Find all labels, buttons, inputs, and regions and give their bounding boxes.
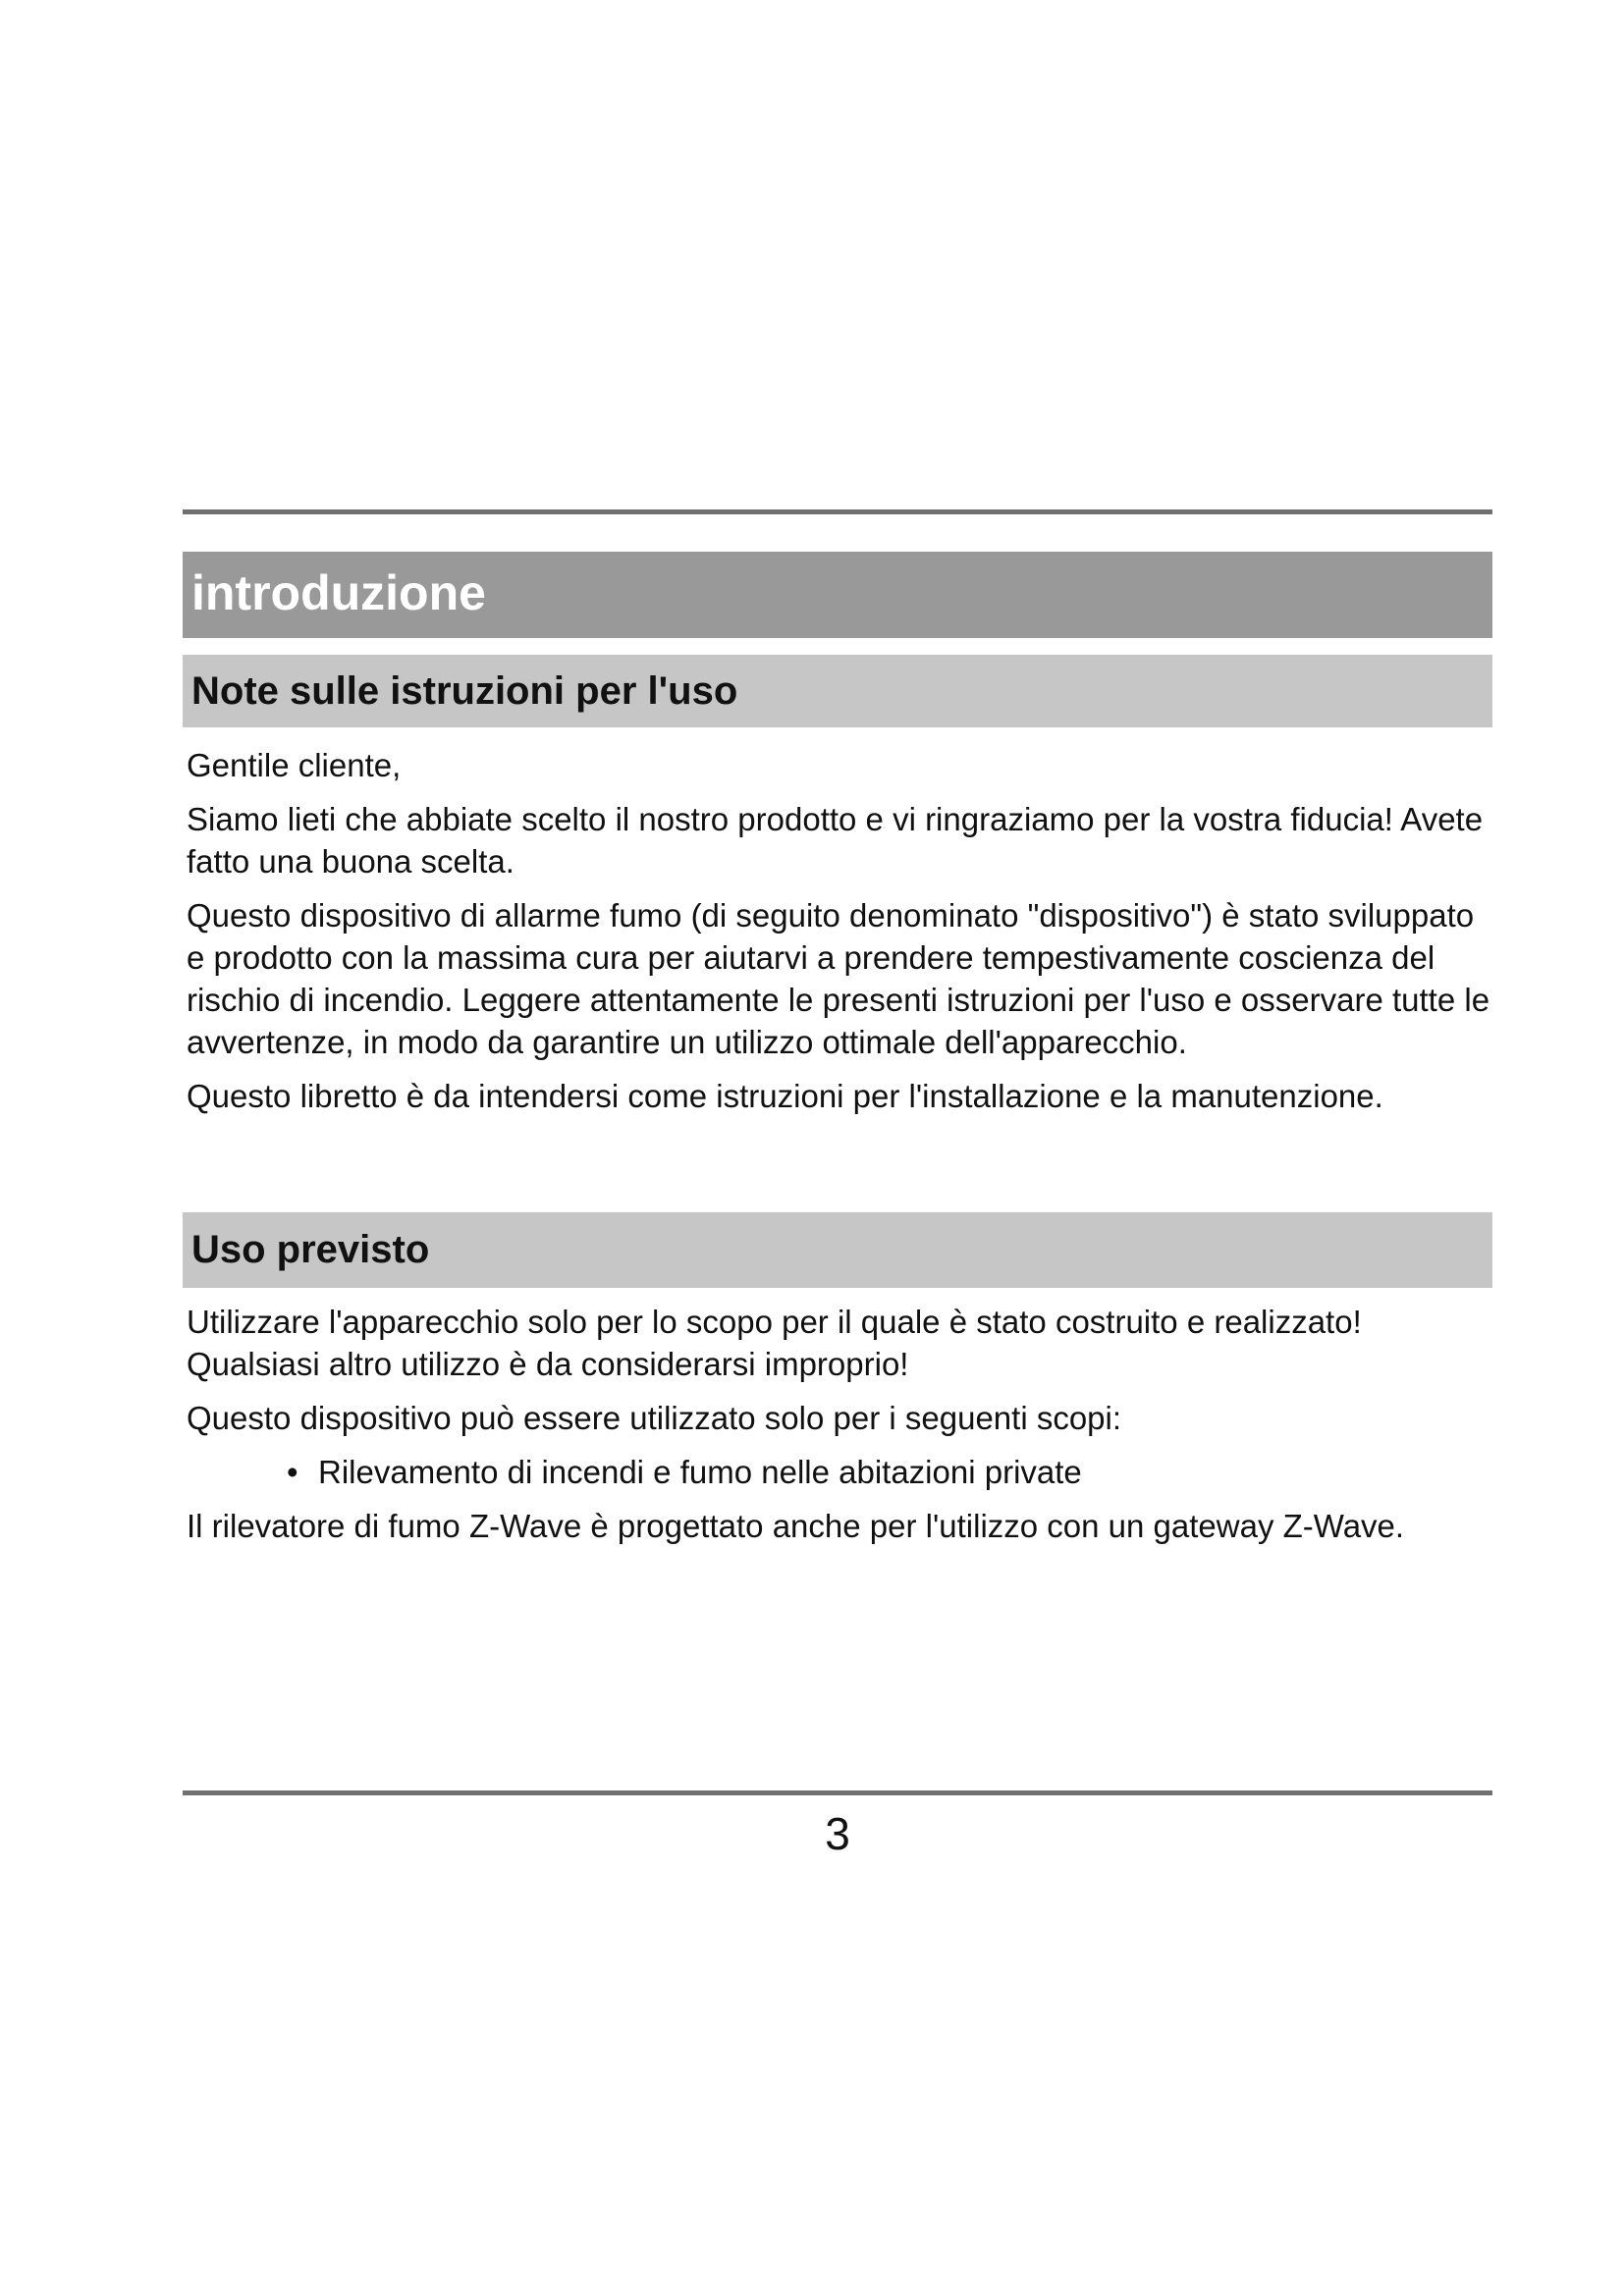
section-body-notes [187, 744, 1492, 1129]
paragraph-zwave-gateway: Il rilevatore di fumo Z-Wave è progettato anche per l'utilizzo con un gateway Z-Wave. [187, 1508, 1405, 1544]
chapter-header [183, 552, 1492, 638]
bottom-rule [183, 1790, 1492, 1795]
paragraph-booklet-purpose: Questo libretto è da intendersi come istruzioni per l'installazione e la manutenzione. [187, 1078, 1383, 1114]
section-title-intended-use: Uso previsto [191, 1228, 430, 1271]
paragraph-thanks: Siamo lieti che abbiate scelto il nostro prodotto e vi ringraziamo per la vostra fiducia! Avete fatto una buona scelta. [187, 801, 1484, 880]
list-item-text: Rilevamento di incendi e fumo nelle abitazioni private [318, 1454, 1082, 1490]
bullet-icon: • [287, 1454, 298, 1490]
section-header-notes [183, 655, 1492, 727]
paragraph-device-description: Questo dispositivo di allarme fumo (di seguito denominato "dispositivo") è stato sviluppato e prodotto con la massima cura per aiutarvi a prendere tempestivamente coscienza del rischio di incendio. Leggere attentamente le presenti istruzioni per l'uso e osservare tutte le avvertenze, in modo da garantire un utilizzo ottimale dell'apparecchio. [187, 897, 1490, 1060]
paragraph-usage-restriction: Utilizzare l'apparecchio solo per lo scopo per il quale è stato costruito e realizzato! Qualsiasi altro utilizzo è da considerarsi improprio! [187, 1304, 1362, 1382]
top-rule [183, 509, 1492, 514]
list-item [187, 1451, 1492, 1493]
chapter-title: introduzione [191, 565, 486, 620]
section-header-intended-use [183, 1212, 1492, 1288]
paragraph-allowed-purposes: Questo dispositivo può essere utilizzato solo per i seguenti scopi: [187, 1400, 1122, 1436]
purpose-list [187, 1451, 1492, 1493]
page-number: 3 [825, 1808, 850, 1859]
section-body-intended-use [187, 1301, 1492, 1559]
section-title-notes: Note sulle istruzioni per l'uso [191, 669, 738, 713]
paragraph-greeting: Gentile cliente, [187, 747, 402, 783]
